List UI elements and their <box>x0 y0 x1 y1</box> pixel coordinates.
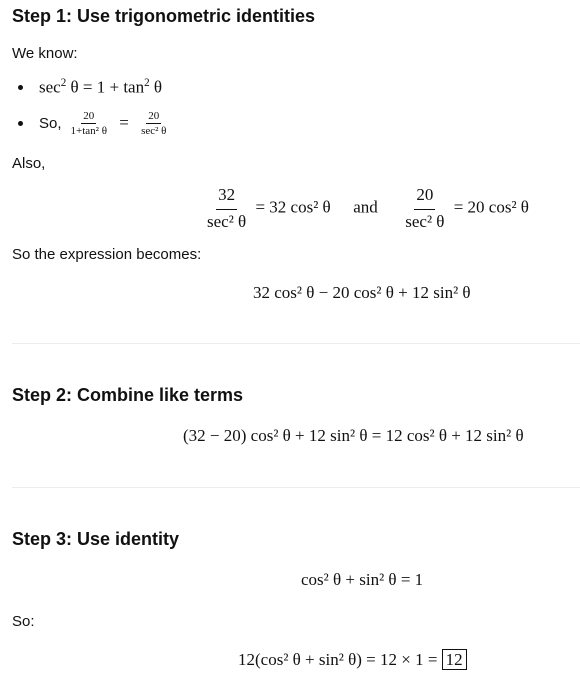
combine-equation: (32 − 20) cos² θ + 12 sin² θ = 12 cos² θ + 12 sin² θ <box>183 426 524 445</box>
step3-heading: Step 3: Use identity <box>12 529 180 549</box>
becomes-text: So the expression becomes: <box>12 246 202 263</box>
identities-equation: $\frac{32}{\text{sec² θ}}$ = 32 cos² θ and $\frac{20}{\text{sec² θ}}$ = 20 cos² θ <box>207 185 529 231</box>
section-divider <box>12 343 580 344</box>
bullet-icon <box>18 85 23 90</box>
answer-box: 12 <box>442 649 467 670</box>
bullet-icon <box>18 121 23 126</box>
we-know-text: We know: <box>12 45 78 62</box>
bullet-so-fraction <box>18 110 171 137</box>
so-text: So: <box>12 613 35 630</box>
also-text: Also, <box>12 155 46 172</box>
section-divider <box>12 487 580 488</box>
step2-heading: Step 2: Combine like terms <box>12 385 244 405</box>
bullet-sec-identity <box>18 77 162 98</box>
sec-identity-math: $\sec^2 \theta = 1 + \tan^2 \theta$ <box>39 77 163 97</box>
step1-heading: Step 1: Use trigonometric identities <box>12 6 316 26</box>
final-equation: 12(cos² θ + sin² θ) = 12 × 1 = 12 <box>238 650 467 670</box>
so-fraction-math: $\frac{20}{\text{1+tan² θ}}$ = $\frac{20}{\text{sec² θ}}$ <box>70 110 167 138</box>
so-label: So, <box>39 115 62 133</box>
pythagorean-identity: cos² θ + sin² θ = 1 <box>301 570 424 589</box>
expression-equation: 32 cos² θ − 20 cos² θ + 12 sin² θ <box>253 283 471 302</box>
